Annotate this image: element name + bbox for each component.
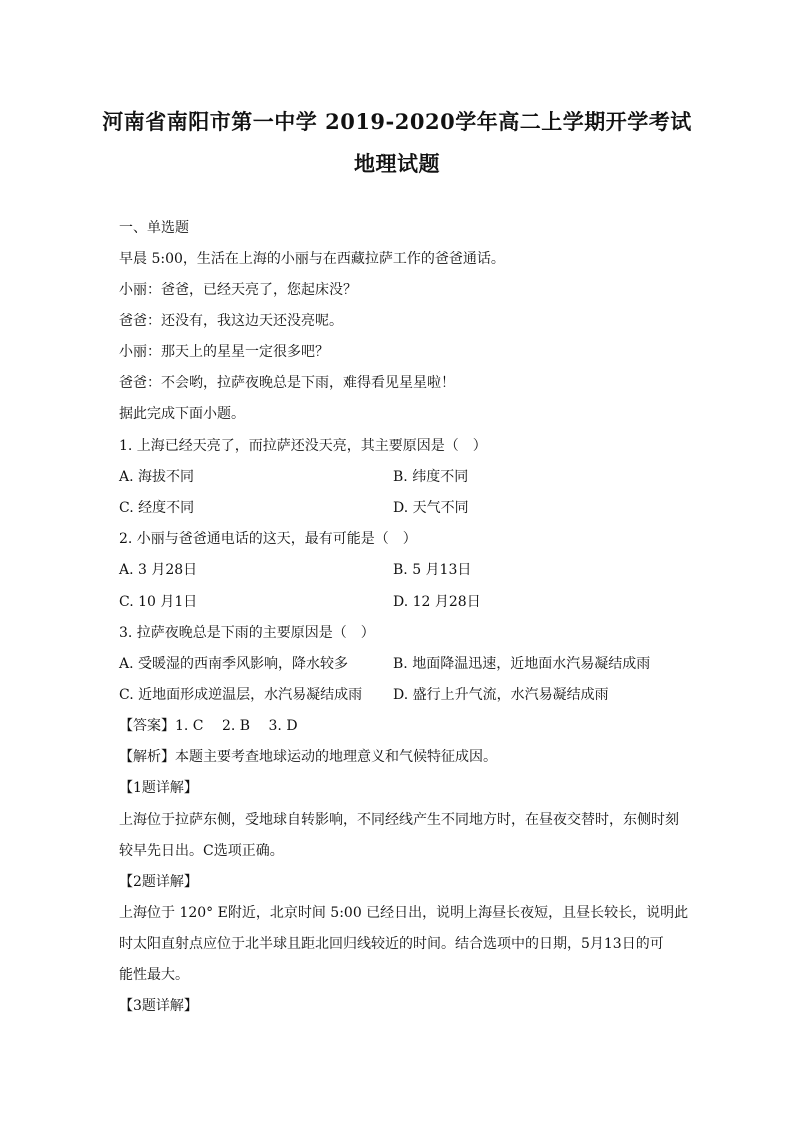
intro-line: 小丽：爸爸，已经天亮了，您起床没？: [119, 282, 357, 298]
option-c: C. 10 月1日: [119, 594, 198, 610]
analysis-line: 【解析】本题主要考查地球运动的地理意义和气候特征成因。: [119, 749, 497, 765]
detail-text: 上海位于拉萨东侧，受地球自转影响，不同经线产生不同地方时，在昼夜交替时，东侧时刻: [119, 812, 679, 828]
detail-heading: 【3题详解】: [119, 998, 198, 1014]
detail-text: 上海位于 120° E附近，北京时间 5:00 已经日出，说明上海昼长夜短，且昼长较长，说明此: [119, 905, 689, 921]
detail-heading: 【1题详解】: [119, 780, 198, 796]
option-c: C. 近地面形成逆温层，水汽易凝结成雨: [119, 687, 363, 703]
detail-text: 时太阳直射点应位于北半球且距北回归线较近的时间。结合选项中的日期，5月13日的可: [119, 936, 664, 952]
intro-line: 爸爸：不会哟，拉萨夜晚总是下雨，难得看见星星啦！: [119, 375, 455, 391]
option-d: D. 天气不同: [393, 500, 469, 516]
option-d: D. 12 月28日: [393, 594, 481, 610]
intro-line: 小丽：那天上的星星一定很多吧？: [119, 344, 329, 360]
option-c: C. 经度不同: [119, 500, 195, 516]
option-b: B. 纬度不同: [393, 469, 469, 485]
document-subtitle: 地理试题: [354, 151, 440, 176]
option-a: A. 受暖湿的西南季风影响，降水较多: [119, 656, 349, 672]
intro-line: 早晨 5:00，生活在上海的小丽与在西藏拉萨工作的爸爸通话。: [119, 251, 505, 267]
option-b: B. 地面降温迅速，近地面水汽易凝结成雨: [393, 656, 651, 672]
answer-line: 【答案】1. C 2. B 3. D: [119, 718, 298, 734]
detail-heading: 【2题详解】: [119, 874, 198, 890]
question-stem: 2. 小丽与爸爸通电话的这天，最有可能是（ ）: [119, 531, 417, 547]
intro-line: 爸爸：还没有，我这边天还没亮呢。: [119, 313, 343, 329]
option-a: A. 海拔不同: [119, 469, 195, 485]
option-a: A. 3 月28日: [119, 562, 198, 578]
detail-text: 能性最大。: [119, 967, 189, 983]
question-stem: 1. 上海已经天亮了，而拉萨还没天亮，其主要原因是（ ）: [119, 438, 487, 454]
question-stem: 3. 拉萨夜晚总是下雨的主要原因是（ ）: [119, 625, 375, 641]
option-d: D. 盛行上升气流，水汽易凝结成雨: [393, 687, 609, 703]
intro-line: 据此完成下面小题。: [119, 406, 245, 422]
detail-text: 较早先日出。C选项正确。: [119, 843, 284, 859]
document-title: 河南省南阳市第一中学 2019-2020学年高二上学期开学考试: [102, 109, 692, 134]
option-b: B. 5 月13日: [393, 562, 472, 578]
section-heading: 一、单选题: [119, 220, 189, 236]
